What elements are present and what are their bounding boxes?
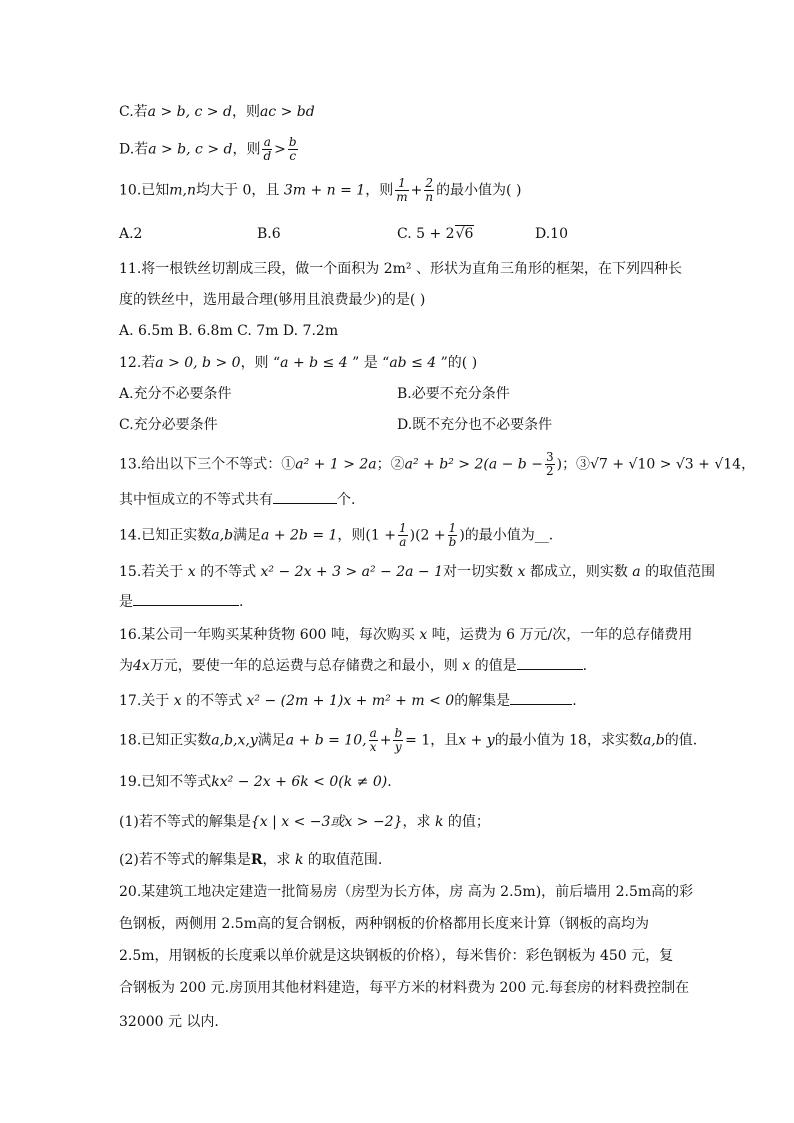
- question-9-option-d: [119, 136, 300, 163]
- fraction: $\frac{1}{a}$: [398, 521, 407, 549]
- question-20-line-3: 2.5m，用钢板的长度乘以单价就是这块钢板的价格），每米售价：彩色钢板为 450 元，复: [119, 948, 674, 964]
- text: ，则: [231, 104, 260, 120]
- question-19: 19.已知不等式kx² − 2x + 6k < 0(k ≠ 0).: [119, 774, 392, 790]
- text: C.若: [119, 104, 148, 120]
- question-17: 17.关于 x 的不等式 x² − (2m + 1)x + m² + m < 0的解集是 .: [119, 690, 577, 712]
- fraction: $\frac{2}{n}$: [425, 176, 434, 204]
- question-12-option-b: B.必要不充分条件: [397, 386, 510, 402]
- answer-blank[interactable]: [133, 591, 239, 606]
- answer-blank[interactable]: [273, 489, 337, 504]
- question-14: 14.已知正实数a,b满足a + 2b = 1，则(1 + $\frac{1}{a}$ )(2 + $\frac{1}{b}$ )的最小值为__.: [119, 521, 554, 549]
- text: D.若: [119, 141, 149, 158]
- question-15-line-1: 15.若关于 x 的不等式 x² − 2x + 3 > a² − 2a − 1对一切实数 x 都成立，则实数 a 的取值范围: [119, 564, 716, 580]
- math: +: [410, 182, 423, 199]
- question-20-line-2: 色钢板，两侧用 2.5m高的复合钢板，两种钢板的价格都用长度来计算（钢板的高均为: [119, 916, 649, 932]
- text: ，则: [232, 141, 261, 158]
- question-12: 12.若a > 0, b > 0，则 “a + b ≤ 4 ” 是 “ab ≤ 4 ”的( ): [119, 355, 478, 371]
- fraction: $\frac{b}{c}$: [288, 135, 297, 163]
- question-12-option-c: C.充分必要条件: [119, 417, 218, 433]
- math: a > b, c > d: [148, 141, 233, 158]
- answer-blank[interactable]: [517, 655, 583, 670]
- question-10-option-c: C. 5 + 2√6: [397, 226, 474, 242]
- fraction: $\frac{a}{d}$: [263, 135, 272, 163]
- question-13-line-1: 13.给出以下三个不等式：①a² + 1 > 2a；②a² + b² > 2(a − b − $\frac{3}{2}$ )；③√7 + √10 > √3 + √14，: [119, 450, 756, 478]
- question-9-option-c: [119, 101, 315, 123]
- question-20-line-5: 32000 元 以内.: [119, 1014, 219, 1030]
- text: 10.已知: [119, 182, 170, 199]
- question-11-line-1: 11.将一根铁丝切割成三段，做一个面积为 2m² 、形状为直角三角形的框架，在下列四种长: [119, 261, 682, 277]
- question-11-line-2: 度的铁丝中，选用最合理(够用且浪费最少)的是( ): [119, 292, 426, 308]
- question-20-line-1: 20.某建筑工地决定建造一批简易房（房型为长方体，房 高为 2.5m)，前后墙用 2.5m高的彩: [119, 884, 694, 900]
- math: >: [274, 141, 286, 158]
- question-10-option-a: A.2: [119, 226, 143, 242]
- question-11-options: A. 6.5m B. 6.8m C. 7m D. 7.2m: [119, 323, 339, 339]
- text: ，则: [365, 182, 394, 199]
- question-12-option-d: D.既不充分也不必要条件: [397, 417, 553, 433]
- question-16-line-2: 为4x万元，要使一年的总运费与总存储费之和最小，则 x 的值是 .: [119, 655, 587, 677]
- fraction: $\frac{3}{2}$: [545, 450, 554, 478]
- answer-blank[interactable]: [510, 690, 572, 705]
- question-20-line-4: 合钢板为 200 元.房顶用其他材料建造，每平方米的材料费为 200 元.每套房的材料费控制在: [119, 980, 690, 996]
- question-10-option-d: D.10: [535, 226, 568, 242]
- question-19-part-2: (2)若不等式的解集是R，求 k 的取值范围.: [119, 852, 383, 868]
- question-19-part-1: (1)若不等式的解集是{x | x < −3或x > −2}，求 k 的值；: [119, 814, 490, 830]
- text: 均大于 0，且: [196, 182, 280, 199]
- math: ac > bd: [259, 104, 315, 120]
- question-16-line-1: 16.某公司一年购买某种货物 600 吨，每次购买 x 吨，运费为 6 万元/次，一年的总存储费用: [119, 627, 693, 643]
- math: 3m + n = 1: [283, 182, 366, 199]
- math: a > b, c > d: [147, 104, 232, 120]
- fraction: $\frac{1}{b}$: [448, 521, 457, 549]
- text: 的最小值为( ): [436, 182, 522, 199]
- math: m,n: [169, 182, 197, 199]
- question-10: [119, 177, 521, 204]
- question-12-option-a: A.充分不必要条件: [119, 386, 232, 402]
- question-18: 18.已知正实数a,b,x,y满足a + b = 10, $\frac{a}{x}$ + $\frac{b}{y}$ = 1，且x + y的最小值为 18，求实数a,b的值.: [119, 726, 698, 754]
- fraction: $\frac{b}{y}$: [394, 726, 403, 754]
- question-15-line-2: 是 .: [119, 591, 243, 613]
- fraction: $\frac{1}{m}$: [396, 176, 408, 204]
- question-13-line-2: 其中恒成立的不等式共有 个.: [119, 489, 355, 511]
- fraction: $\frac{a}{x}$: [369, 726, 377, 754]
- question-10-option-b: B.6: [257, 226, 281, 242]
